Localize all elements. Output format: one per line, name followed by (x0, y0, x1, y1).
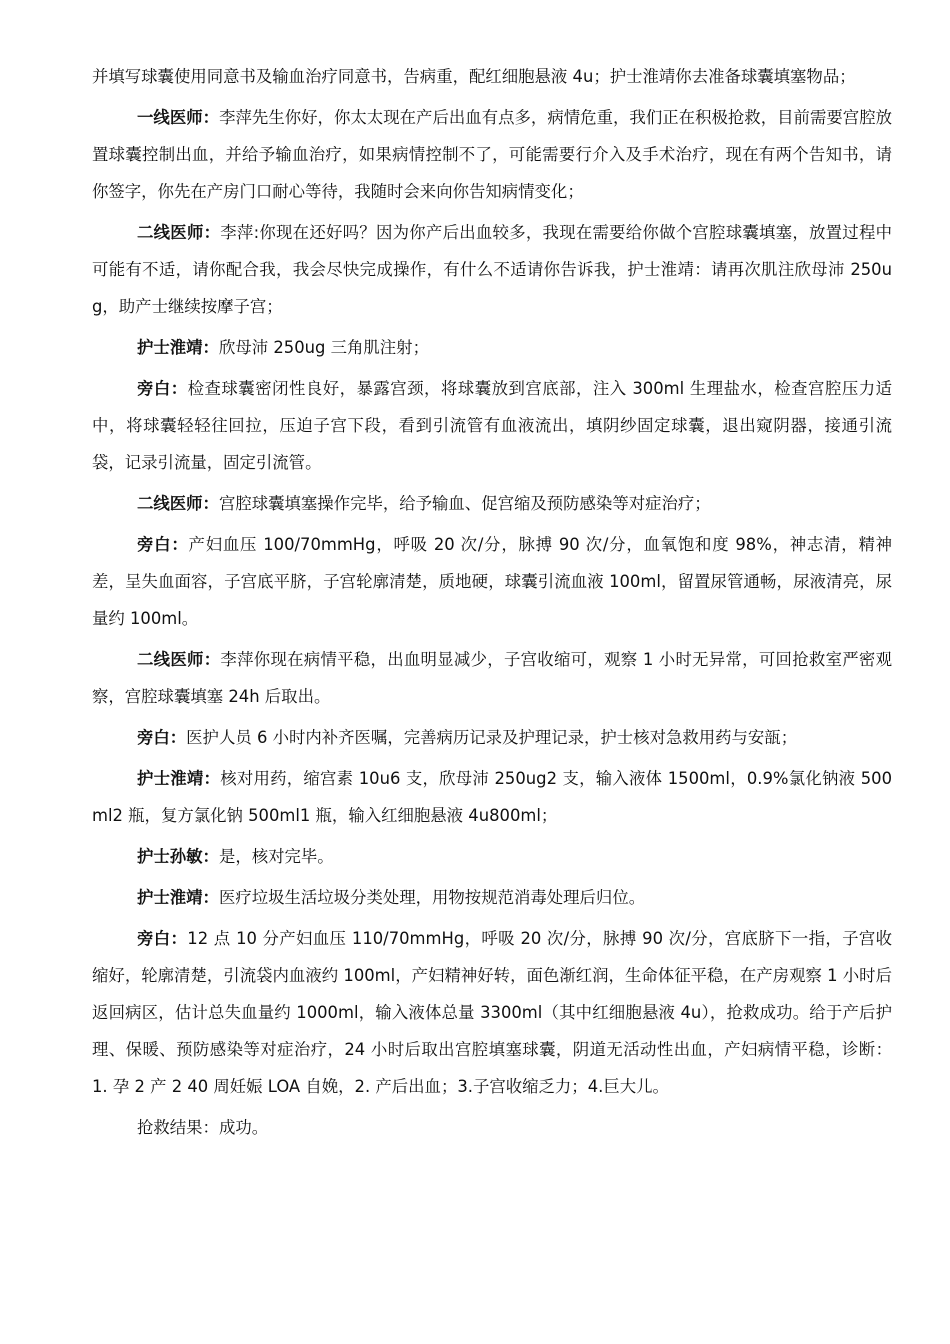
paragraph-text: 李萍先生你好，你太太现在产后出血有点多，病情危重，我们正在积极抢救，目前需要宫腔放置球囊控制出血，并给予输血治疗，如果病情控制不了，可能需要行介入及手术治疗，现在有两个告知书，请你签字，你先在产房门口耐心等待，我随时会来向你告知病情变化； (92, 108, 893, 201)
paragraph-5 (92, 485, 892, 522)
paragraph-text: 宫腔球囊填塞操作完毕，给予输血、促宫缩及预防感染等对症治疗； (218, 494, 711, 513)
speaker-label: 一线医师： (137, 108, 220, 127)
speaker-label: 护士淮靖： (137, 769, 221, 788)
speaker-label: 二线医师： (137, 223, 221, 242)
speaker-label: 旁白： (137, 379, 188, 398)
paragraph-9 (92, 760, 892, 834)
paragraph-12 (92, 920, 892, 1105)
speaker-label: 护士淮靖： (137, 338, 219, 357)
paragraph-text: 欣母沛 250ug 三角肌注射； (218, 338, 429, 357)
paragraph-text: 核对用药，缩宫素 10u6 支，欣母沛 250ug2 支，输入液体 1500ml，0.9%氯化钠液 500ml2 瓶，复方氯化钠 500ml1 瓶，输入红细胞悬液 4u800ml； (92, 769, 892, 825)
paragraph-6 (92, 526, 892, 637)
paragraph-text: 医疗垃圾生活垃圾分类处理，用物按规范消毒处理后归位。 (218, 888, 646, 907)
paragraph-1 (92, 99, 892, 210)
speaker-label: 旁白： (137, 535, 189, 554)
paragraph-text: 并填写球囊使用同意书及输血治疗同意书，告病重，配红细胞悬液 4u；护士淮靖你去准备球囊填塞物品； (92, 67, 856, 86)
paragraph-10 (92, 838, 892, 875)
speaker-label: 二线医师： (137, 494, 219, 513)
speaker-label: 护士孙敏： (137, 847, 219, 866)
rescue-result (92, 1109, 892, 1146)
speaker-label: 二线医师： (137, 650, 221, 669)
paragraph-text: 检查球囊密闭性良好，暴露宫颈，将球囊放到宫底部，注入 300ml 生理盐水，检查宫腔压力适中，将球囊轻轻往回拉，压迫子宫下段，看到引流管有血液流出，填阴纱固定球囊，退出窥阴器，接通引流袋，记录引流量，固定引流管。 (92, 379, 892, 472)
paragraph-2 (92, 214, 892, 325)
paragraph-0 (92, 58, 892, 95)
paragraph-text: 12 点 10 分产妇血压 110/70mmHg，呼吸 20 次/分，脉搏 90 次/分，宫底脐下一指，子宫收缩好，轮廓清楚，引流袋内血液约 100ml，产妇精神好转，面色渐红润，生命体征平稳，在产房观察 1 小时后返回病区，估计总失血量约 1000ml，输入液体总量 3300ml（其中红细胞悬液 4u），抢救成功。给于产后护理、保暖、预防感染等对症治疗，24 小时后取出宫腔填塞球囊，阴道无活动性出血，产妇病情平稳，诊断： 1. 孕 2 产 2 40 周妊娠 LOA 自娩，2. 产后出血；3.子宫收缩乏力；4.巨大儿。 (92, 929, 893, 1096)
paragraph-3 (92, 329, 892, 366)
paragraph-7 (92, 641, 892, 715)
paragraph-8 (92, 719, 892, 756)
speaker-label: 旁白： (137, 929, 188, 948)
speaker-label: 旁白： (137, 728, 187, 747)
paragraph-text: 李萍你现在病情平稳，出血明显减少，子宫收缩可，观察 1 小时无异常，可回抢救室严密观察，宫腔球囊填塞 24h 后取出。 (92, 650, 893, 706)
paragraph-text: 抢救结果：成功。 (137, 1118, 269, 1137)
paragraph-text: 产妇血压 100/70mmHg，呼吸 20 次/分，脉搏 90 次/分，血氧饱和度 98%，神志清，精神差，呈失血面容，子宫底平脐，子宫轮廓清楚，质地硬，球囊引流血液 100ml，留置尿管通畅，尿液清亮，尿量约 100ml。 (92, 535, 893, 628)
paragraph-text: 是，核对完毕。 (218, 847, 334, 866)
paragraph-text: 李萍:你现在还好吗？因为你产后出血较多，我现在需要给你做个宫腔球囊填塞，放置过程中可能有不适，请你配合我，我会尽快完成操作，有什么不适请你告诉我，护士淮靖：请再次肌注欣母沛 250ug，助产士继续按摩子宫； (92, 223, 892, 316)
document-body (92, 58, 892, 1150)
paragraph-4 (92, 370, 892, 481)
speaker-label: 护士淮靖： (137, 888, 219, 907)
paragraph-11 (92, 879, 892, 916)
paragraph-text: 医护人员 6 小时内补齐医嘱，完善病历记录及护理记录，护士核对急救用药与安瓿； (186, 728, 798, 747)
